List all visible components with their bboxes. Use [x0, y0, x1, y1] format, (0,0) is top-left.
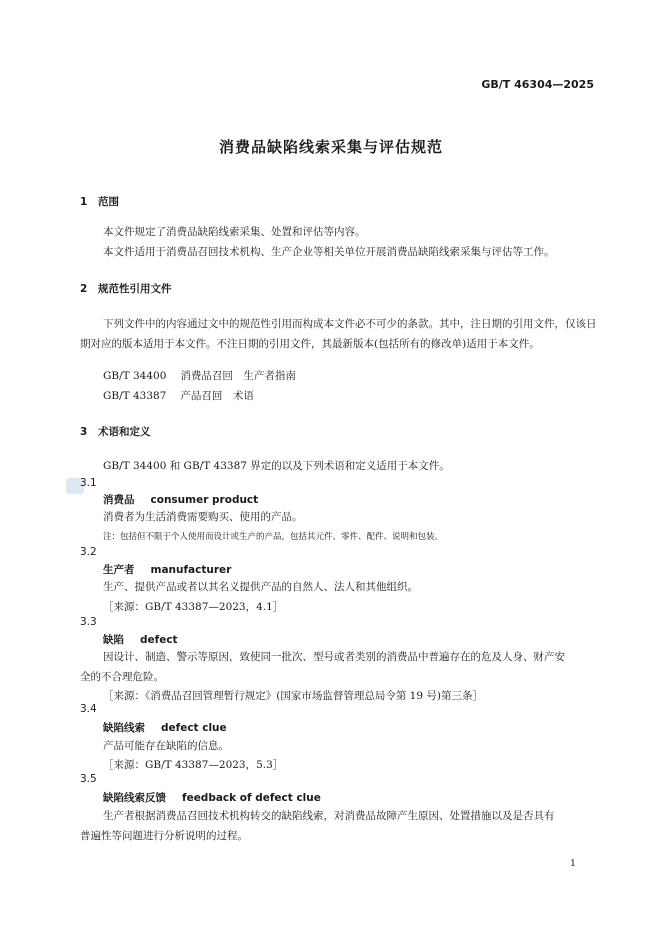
paragraph: 本文件适用于消费品召回技术机构、生产企业等相关单位开展消费品缺陷线索采集与评估等工作。 [103, 246, 555, 258]
reference-item [103, 386, 254, 406]
reference-name: 消费品召回 生产者指南 [180, 370, 296, 382]
section-heading-scope [80, 194, 119, 209]
section-number: 2 [80, 283, 88, 295]
section-heading-terms [80, 424, 151, 439]
document-title: 消费品缺陷线索采集与评估规范 [218, 138, 443, 156]
term-definition: 生产者根据消费品召回技术机构转交的缺陷线索，对消费品故障产生原因、处置措施以及是否具有 [103, 810, 555, 822]
term-heading [103, 632, 178, 647]
term-zh: 缺陷线索反馈 [103, 792, 166, 804]
term-definition-continued: 全的不合理危险。 [80, 671, 164, 683]
paragraph: GB/T 34400 和 GB/T 43387 界定的以及下列术语和定义适用于本文件。 [103, 460, 450, 472]
term-heading [103, 492, 258, 507]
section-number: 3 [80, 426, 88, 438]
reference-name: 产品召回 术语 [180, 390, 254, 402]
term-en: feedback of defect clue [182, 792, 321, 804]
section-title: 术语和定义 [98, 426, 151, 438]
reference-item [103, 366, 296, 386]
term-en: defect clue [161, 722, 227, 734]
term-number: 3.1 [80, 477, 97, 489]
term-definition: 产品可能存在缺陷的信息。 [103, 740, 229, 752]
section-number: 1 [80, 196, 88, 208]
term-zh: 消费品 [103, 494, 135, 506]
section-heading-normative-references [80, 281, 172, 296]
term-en: defect [140, 634, 178, 646]
standard-code: GB/T 46304—2025 [481, 78, 594, 91]
term-definition: 因设计、制造、警示等原因，致使同一批次、型号或者类别的消费品中普遍存在的危及人身、财产安 [103, 651, 565, 663]
term-definition: 生产、提供产品或者以其名义提供产品的自然人、法人和其他组织。 [103, 581, 418, 593]
paragraph: 下列文件中的内容通过文中的规范性引用而构成本文件必不可少的条款。其中，注日期的引用文件，仅该日期对应的版本适用于本文件。不注日期的引用文件，其最新版本(包括所有的修改单)适用于本文件。 [80, 318, 597, 350]
reference-code: GB/T 34400 [103, 370, 167, 382]
term-source: ［来源：GB/T 43387—2023，5.3］ [103, 759, 284, 771]
term-number: 3.5 [80, 773, 97, 785]
term-heading [103, 562, 231, 577]
term-zh: 生产者 [103, 564, 135, 576]
term-source: ［来源：《消费品召回管理暂行规定》(国家市场监督管理总局令第 19 号)第三条］ [103, 690, 483, 702]
term-heading [103, 720, 227, 735]
term-zh: 缺陷 [103, 634, 124, 646]
term-number: 3.3 [80, 616, 97, 628]
term-number: 3.4 [80, 703, 97, 715]
section-title: 范围 [98, 196, 119, 208]
term-definition: 消费者为生活消费需要购买、使用的产品。 [103, 511, 303, 523]
paragraph: 本文件规定了消费品缺陷线索采集、处置和评估等内容。 [103, 226, 366, 238]
term-number: 3.2 [80, 546, 97, 558]
term-zh: 缺陷线索 [103, 722, 145, 734]
term-source: ［来源：GB/T 43387—2023，4.1］ [103, 601, 284, 613]
term-heading [103, 790, 321, 805]
page-number: 1 [569, 858, 576, 869]
section-title: 规范性引用文件 [98, 283, 172, 295]
term-en: manufacturer [150, 564, 232, 576]
reference-code: GB/T 43387 [103, 390, 167, 402]
term-en: consumer product [150, 494, 259, 506]
term-definition-continued: 普遍性等问题进行分析说明的过程。 [80, 830, 248, 842]
term-note: 注：包括但不限于个人使用而设计或生产的产品，包括其元件、零件、配件、说明和包装。 [103, 532, 444, 542]
